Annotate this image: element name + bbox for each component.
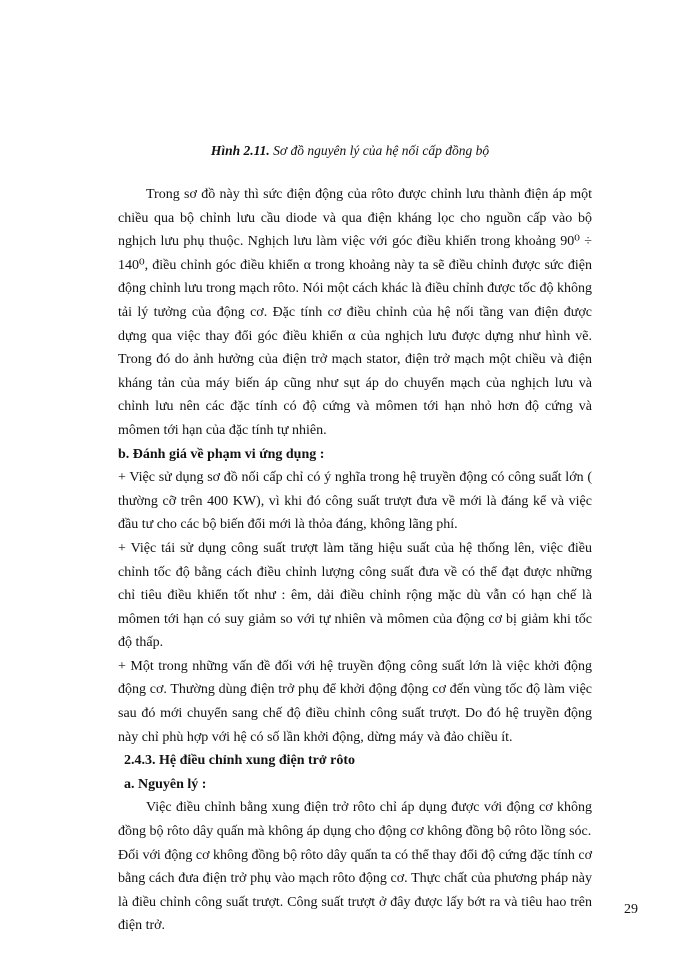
page-number: 29 (624, 902, 638, 917)
section-heading-2-4-3: 2.4.3. Hệ điều chỉnh xung điện trở rôto (124, 753, 355, 769)
body-text (118, 183, 592, 938)
paragraph-explanation: Trong sơ đồ này thì sức điện động của rôto được chỉnh lưu thành điện áp một chiều qua bộ chỉnh lưu cầu diode và qua điện kháng lọc cho nguồn cấp vào bộ nghịch lưu phụ thuộc. Nghịch lưu làm việc với góc điều khiển trong khoảng 90⁰ ÷ 140⁰, điều chỉnh góc điều khiển α trong khoảng này ta sẽ điều chỉnh được sức điện động chỉnh lưu trong mạch rôto. Nói một cách khác là điều chỉnh được tốc độ không tải lý tưởng của động cơ. Đặc tính cơ điều chỉnh của hệ nối tầng van điện được dựng qua việc thay đổi góc điều khiển α của nghịch lưu được dựng như hình vẽ. Trong đó do ảnh hưởng của điện trở mạch stator, điện trở mạch một chiều và điện kháng tản của máy biến áp cũng như sụt áp do chuyển mạch của nghịch lưu và chỉnh lưu nên các đặc tính có độ cứng và mômen tới hạn nhỏ hơn độ cứng và mômen tới hạn của đặc tính tự nhiên. (118, 187, 592, 438)
figure-caption-label: Hình 2.11. (210, 143, 270, 158)
paragraph-principle-1: Việc điều chỉnh bằng xung điện trở rôto chỉ áp dụng được với động cơ không đồng bộ rôto dây quấn mà không áp dụng cho động cơ không đồng bộ rôto lồng sóc. (118, 800, 592, 840)
heading-principle: a. Nguyên lý : (124, 776, 207, 792)
paragraph-point-1: + Việc sử dụng sơ đồ nối cấp chỉ có ý nghĩa trong hệ truyền động có công suất lớn ( thường cỡ trên 400 KW), vì khi đó công suất trượt đưa về mới là đáng kể và việc đầu tư cho các bộ biến đổi mới là thỏa đáng, không lãng phí. (118, 470, 592, 533)
figure-caption-text: Sơ đồ nguyên lý của hệ nối cấp đồng bộ (269, 143, 490, 158)
heading-application-scope: b. Đánh giá về phạm vi ứng dụng : (118, 446, 325, 462)
paragraph-point-3: + Một trong những vấn đề đối với hệ truyền động công suất lớn là việc khởi động động cơ. Thường dùng điện trở phụ để khởi động động cơ đến vùng tốc độ làm việc sau đó mới chuyển sang chế độ điều chỉnh công suất trượt. Do đó hệ truyền động này chỉ phù hợp với hệ có số lần khởi động, dừng máy và đảo chiều ít. (118, 658, 592, 745)
paragraph-principle-2: Đối với động cơ không đồng bộ rôto dây quấn ta có thể thay đổi độ cứng đặc tính cơ bằng cách đưa điện trở phụ vào mạch rôto động cơ. Thực chất của phương pháp này là điều chỉnh công suất trượt. Công suất trượt ở đây được lấy bớt ra và tiêu hao trên điện trở. (118, 847, 592, 934)
figure-caption (0, 143, 700, 159)
paragraph-point-2: + Việc tái sử dụng công suất trượt làm tăng hiệu suất của hệ thống lên, việc điều chỉnh tốc độ bằng cách điều chỉnh lượng công suất đưa về có thể đạt được những chỉ tiêu điều khiển tốt như : êm, dải điều chỉnh rộng mặc dù vẫn có hạn chế là mômen tới hạn có suy giảm so với tự nhiên và mômen của động cơ bị giảm khi tốc độ thấp. (118, 540, 592, 651)
